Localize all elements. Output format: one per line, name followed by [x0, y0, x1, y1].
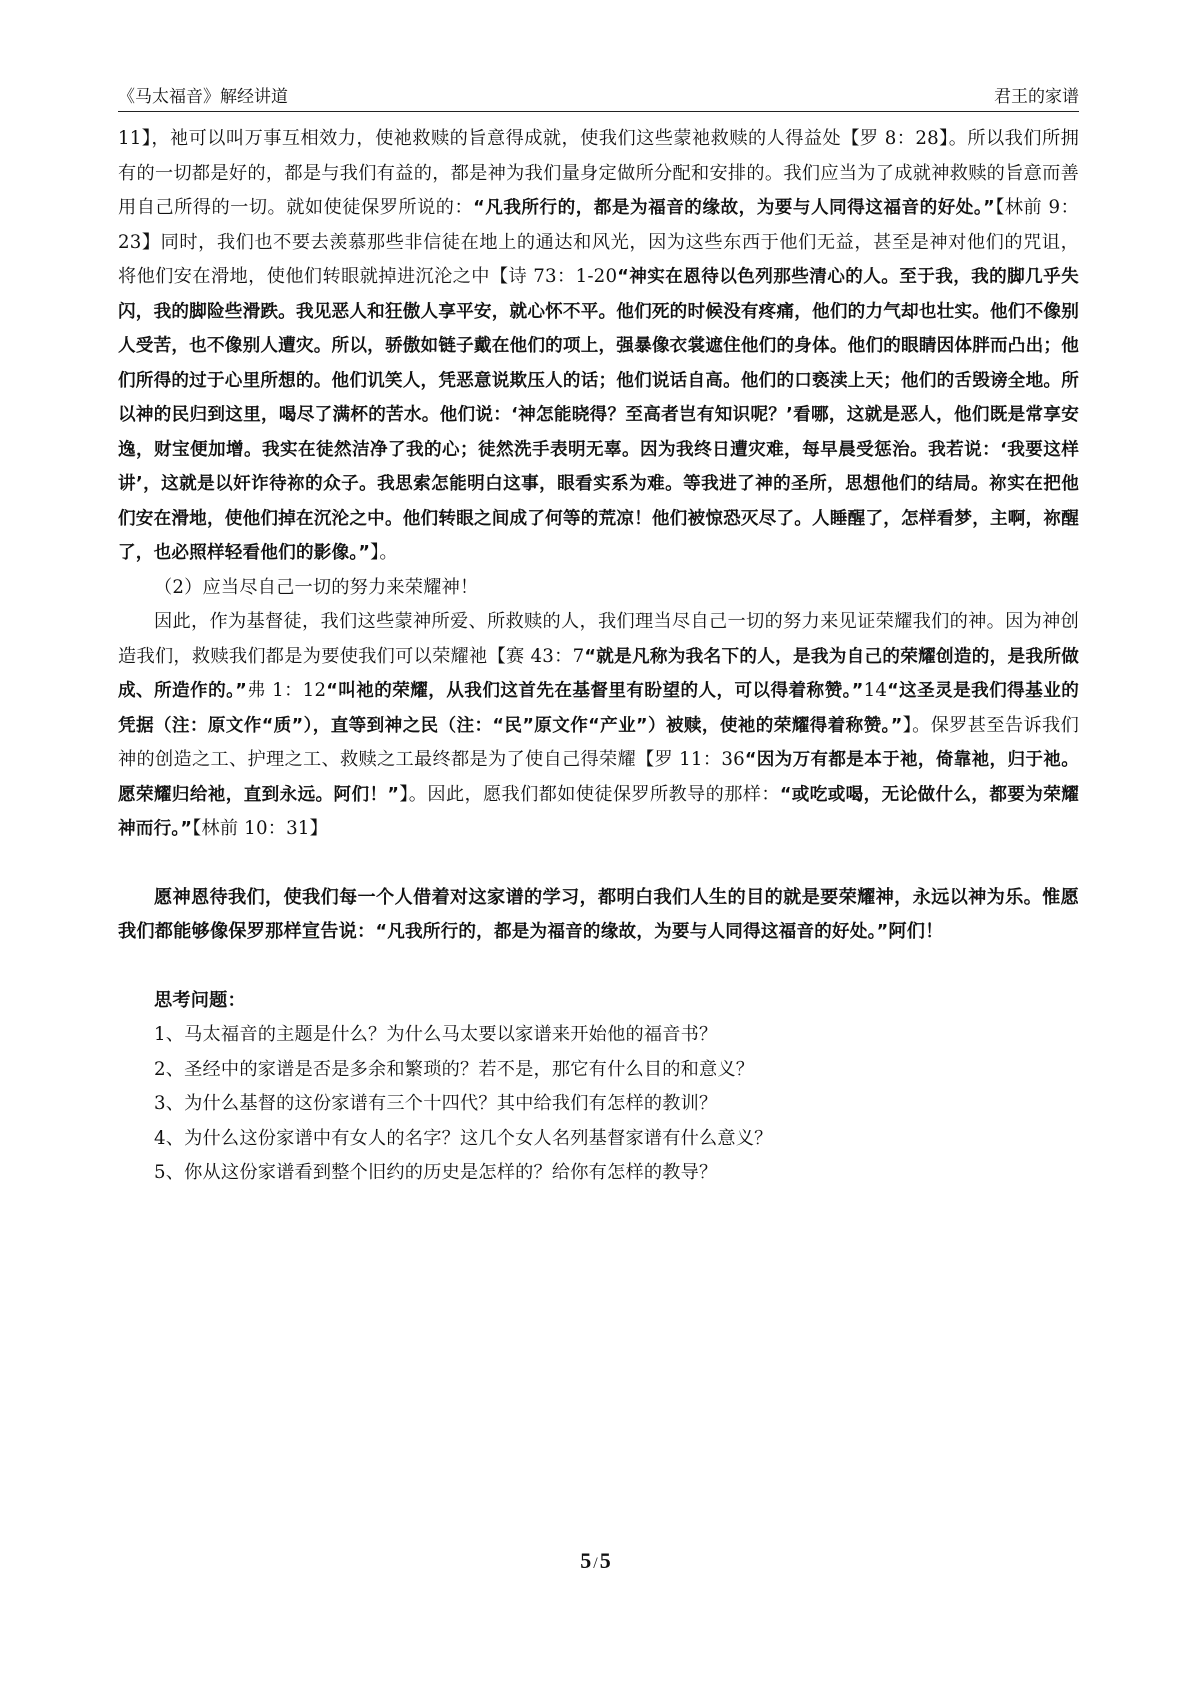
scripture-quote: “或吃或喝，无论做什么，都要为荣耀神而行。” [118, 784, 1080, 839]
current-page: 5 [580, 1548, 592, 1573]
scripture-quote: “这圣灵是我们得基业的凭据（注：原文作“质”），直等到神之民（注：“民”原文作“产业”）被赎，使祂的荣耀得着称赞。” [118, 681, 1080, 736]
scripture-quote: “因为万有都是本于祂，倚靠祂，归于祂。愿荣耀归给祂，直到永远。阿们！” [118, 750, 1079, 805]
running-header [118, 82, 1079, 112]
body-text: 】。因此，愿我们都如使徒保罗所教导的那样： [399, 783, 780, 805]
blank-line [118, 847, 1079, 881]
scripture-quote: “凡我所行的，都是为福音的缘故，为要与人同得这福音的好处。” [473, 198, 995, 218]
conclusion-paragraph [118, 881, 1079, 950]
scripture-quote: “叫祂的荣耀，从我们这首先在基督里有盼望的人，可以得着称赞。” [326, 681, 864, 701]
paragraph-continued [118, 122, 1079, 571]
body-text: 【林前 10：31】 [192, 818, 329, 839]
header-book-title: 《马太福音》解经讲道 [118, 87, 288, 107]
header-chapter-title: 君王的家谱 [994, 87, 1079, 107]
conclusion-text: 愿神恩待我们，使我们每一个人借着对这家谱的学习，都明白我们人生的目的就是要荣耀神，永远以神为乐。惟愿我们都能够像保罗那样宣告说： [118, 886, 1079, 942]
body-text: 14 [863, 680, 888, 701]
question-item: 2、圣经中的家谱是否是多余和繁琐的？若不是，那它有什么目的和意义？ [154, 1058, 755, 1080]
body-text: 弗 1：12 [247, 680, 327, 701]
page-body [118, 122, 1079, 1191]
conclusion-text: 阿们！ [888, 921, 944, 942]
page-number [0, 1548, 1191, 1574]
body-text: 】。 [370, 542, 398, 563]
question-item: 5、你从这份家谱看到整个旧约的历史是怎样的？给你有怎样的教导？ [154, 1162, 718, 1183]
blank-line [118, 950, 1079, 984]
question-item: 1、马太福音的主题是什么？为什么马太要以家谱来开始他的福音书？ [154, 1024, 718, 1045]
section-subheading: （2）应当尽自己一切的努力来荣耀神！ [154, 576, 479, 598]
body-text: 】。保罗甚至告诉我们神的创造之工、护理之工、救赎之工最终都是为了使自己得荣耀【罗 11：36 [118, 714, 1079, 770]
scripture-quote: “神实在恩待以色列那些清心的人。至于我，我的脚几乎失闪，我的脚险些滑跌。我见恶人和狂傲人享平安，就心怀不平。他们死的时候没有疼痛，他们的力气却也壮实。他们不像别人受苦，也不像别人遭灾。所以，骄傲如链子戴在他们的项上，强暴像衣裳遮住他们的身体。他们的眼睛因体胖而凸出；他们所得的过于心里所想的。他们讥笑人，凭恶意说欺压人的话；他们说话自高。他们的口亵渎上天；他们的舌毁谤全地。所以神的民归到这里，喝尽了满杯的苦水。他们说：‘神怎能晓得？至高者岂有知识呢？’看哪，这就是恶人，他们既是常享安逸，财宝便加增。我实在徒然洁净了我的心；徒然洗手表明无辜。因为我终日遭灾难，每早晨受惩治。我若说：‘我要这样讲’，这就是以奸诈待祢的众子。我思索怎能明白这事，眼看实系为难。等我进了神的圣所，思想他们的结局。祢实在把他们安在滑地，使他们掉在沉沦之中。他们转眼之间成了何等的荒凉！他们被惊恐灭尽了。人睡醒了，怎样看梦，主啊，祢醒了，也必照样轻看他们的影像。” [118, 267, 1079, 563]
question-item: 4、为什么这份家谱中有女人的名字？这几个女人名列基督家谱有什么意义？ [154, 1127, 773, 1149]
question-item: 3、为什么基督的这份家谱有三个十四代？其中给我们有怎样的教训？ [154, 1093, 718, 1114]
body-text: 【林前 9：23】同时，我们也不要去羡慕那些非信徒在地上的通达和风光，因为这些东西于他们无益，甚至是神对他们的咒诅，将他们安在滑地，使他们转眼就掉进沉沦之中【诗 73：1-20 [118, 197, 1079, 287]
scripture-quote: “凡我所行的，都是为福音的缘故，为要与人同得这福音的好处。” [375, 922, 889, 942]
page-separator: / [593, 1555, 598, 1572]
body-text: 因此，作为基督徒，我们这些蒙神所爱、所救赎的人，我们理当尽自己一切的努力来见证荣耀我们的神。因为神创造我们，救赎我们都是为要使我们可以荣耀祂【赛 43：7 [118, 611, 1079, 667]
questions-heading: 思考问题： [154, 989, 246, 1011]
scripture-quote: “就是凡称为我名下的人，是我为自己的荣耀创造的，是我所做成、所造作的。” [118, 646, 1079, 701]
total-pages: 5 [599, 1548, 611, 1573]
paragraph-glorify-god [118, 605, 1079, 847]
body-text: 11】，祂可以叫万事互相效力，使祂救赎的旨意得成就，使我们这些蒙祂救赎的人得益处【罗 8：28】。所以我们所拥有的一切都是好的，都是与我们有益的，都是神为我们量身定做所分配和安排的。我们应当为了成就神救赎的旨意而善用自己所得的一切。就如使徒保罗所说的： [118, 128, 1079, 218]
